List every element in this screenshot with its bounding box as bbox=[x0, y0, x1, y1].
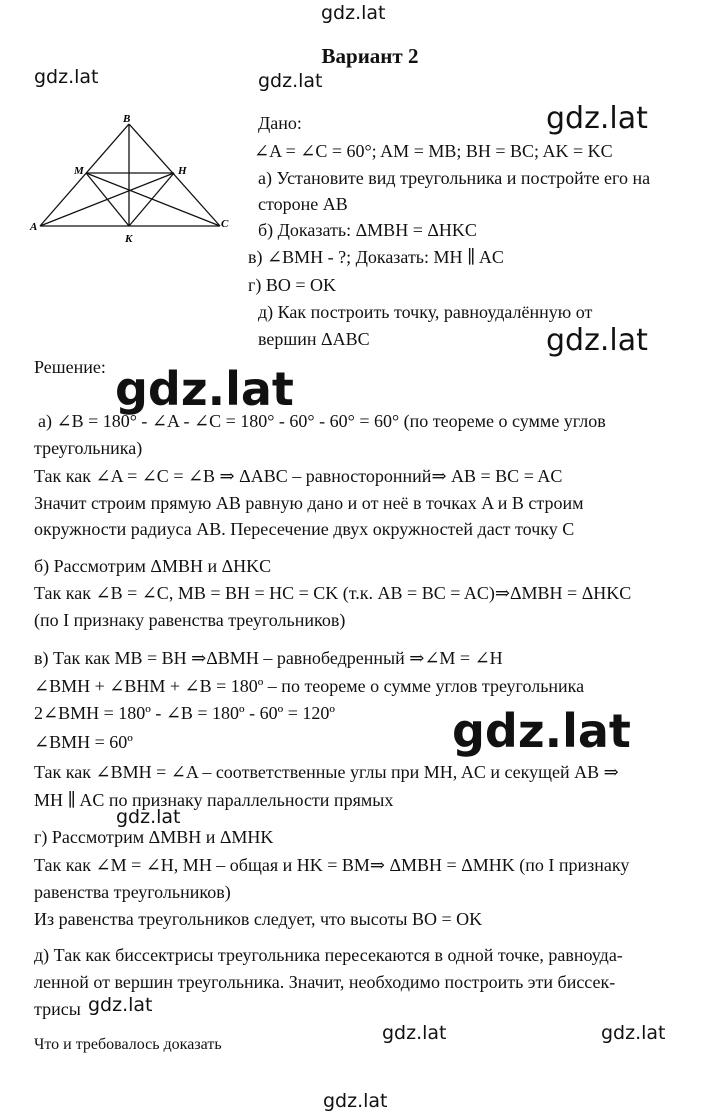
solution-line: треугольника) bbox=[34, 438, 143, 458]
watermark-small-3: gdz.lat bbox=[382, 1022, 447, 1044]
given-line: б) Доказать: ΔMBH = ΔHKC bbox=[258, 220, 477, 240]
solution-line: MH ∥ AC по признаку параллельности прямых bbox=[34, 790, 394, 810]
watermark-large-2: gdz.lat bbox=[452, 704, 631, 758]
given-line: вершин ΔABC bbox=[258, 329, 370, 349]
solution-line: 2∠BMH = 180º - ∠B = 180º - 60º = 120º bbox=[34, 703, 335, 723]
vertex-label-a: A bbox=[30, 221, 38, 233]
solution-line: трисы bbox=[34, 999, 81, 1019]
solution-line: Так как ∠M = ∠H, MH – общая и HK = BM⇒ ΔMBH = ΔMHK (по I признаку bbox=[34, 855, 630, 875]
watermark-large-1: gdz.lat bbox=[115, 362, 294, 416]
solution-line: б) Рассмотрим ΔMBH и ΔHKC bbox=[34, 556, 272, 576]
given-label: Дано: bbox=[258, 113, 302, 133]
solution-line: Так как ∠BMH = ∠A – соответственные углы при MH, AC и секущей AB ⇒ bbox=[34, 762, 619, 782]
vertex-label-b: B bbox=[123, 113, 131, 125]
vertex-label-k: K bbox=[125, 233, 133, 245]
watermark-mid: gdz.lat bbox=[258, 70, 323, 92]
solution-line: Значит строим прямую AB равную дано и от неё в точках A и B строим bbox=[34, 493, 584, 513]
solution-line: ∠BMH = 60º bbox=[34, 732, 133, 752]
side-ab bbox=[40, 124, 129, 226]
solution-line: ленной от вершин треугольника. Значит, необходимо построить эти биссек- bbox=[34, 972, 616, 992]
given-line: а) Установите вид треугольника и постройте его на bbox=[258, 168, 651, 188]
solution-line: Так как ∠A = ∠C = ∠B ⇒ ΔABC – равносторонний⇒ AB = BC = AC bbox=[34, 466, 563, 486]
watermark-small-1: gdz.lat bbox=[116, 806, 181, 828]
given-line: д) Как построить точку, равноудалённую от bbox=[258, 302, 593, 322]
watermark-left: gdz.lat bbox=[34, 66, 99, 88]
solution-line: (по I признаку равенства треугольников) bbox=[34, 610, 346, 630]
vertex-label-c: C bbox=[221, 218, 229, 230]
solution-line: д) Так как биссектрисы треугольника пересекаются в одной точке, равноуда- bbox=[34, 945, 623, 965]
watermark-top: gdz.lat bbox=[321, 2, 386, 24]
solution-line: равенства треугольников) bbox=[34, 882, 231, 902]
watermark-small-4: gdz.lat bbox=[601, 1022, 666, 1044]
vertex-label-h: H bbox=[178, 165, 187, 177]
solution-line: Из равенства треугольников следует, что высоты BO = OK bbox=[34, 909, 483, 929]
watermark-right-2: gdz.lat bbox=[546, 323, 648, 358]
watermark-bottom: gdz.lat bbox=[323, 1090, 388, 1112]
vertex-label-m: M bbox=[74, 165, 84, 177]
given-line: стороне AB bbox=[258, 194, 348, 214]
given-line: г) BO = OK bbox=[248, 275, 337, 295]
page-title: Вариант 2 bbox=[321, 44, 419, 68]
conclusion: Что и требовалось доказать bbox=[34, 1036, 222, 1053]
solution-line: окружности радиуса AB. Пересечение двух окружностей даст точку C bbox=[34, 519, 575, 539]
solution-line: в) Так как MB = BH ⇒ΔBMH – равнобедренный ⇒∠M = ∠H bbox=[34, 648, 503, 668]
solution-line: ∠BMH + ∠BHM + ∠B = 180º – по теореме о сумме углов треугольника bbox=[34, 676, 585, 696]
watermark-right-1: gdz.lat bbox=[546, 101, 648, 136]
solution-line: г) Рассмотрим ΔMBH и ΔMHK bbox=[34, 827, 274, 847]
given-line: в) ∠BMH - ?; Доказать: MH ∥ AC bbox=[248, 247, 504, 267]
solution-label: Решение: bbox=[34, 357, 106, 377]
watermark-small-2: gdz.lat bbox=[88, 994, 153, 1016]
solution-line: а) ∠B = 180° - ∠A - ∠C = 180° - 60° - 60° = 60° (по теореме о сумме углов bbox=[38, 411, 606, 431]
solution-line: Так как ∠B = ∠C, MB = BH = HC = CK (т.к. AB = BC = AC)⇒ΔMBH = ΔHKC bbox=[34, 583, 632, 603]
given-line: ∠A = ∠C = 60°; AM = MB; BH = BC; AK = KC bbox=[254, 141, 613, 161]
triangle-figure bbox=[28, 110, 238, 250]
